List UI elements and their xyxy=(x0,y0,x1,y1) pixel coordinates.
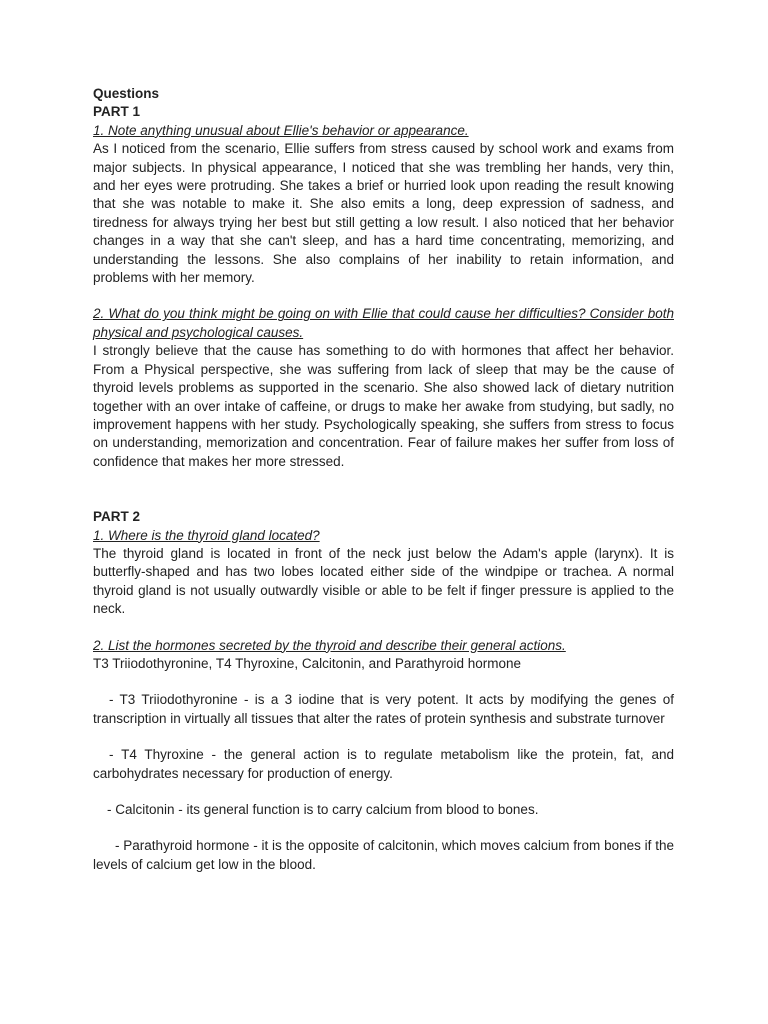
part2-heading: PART 2 xyxy=(93,509,141,525)
spacer xyxy=(93,673,674,691)
part2-question-1: 1. Where is the thyroid gland located? xyxy=(93,527,320,543)
spacer xyxy=(93,783,674,801)
document-page xyxy=(93,85,674,874)
document-title: Questions xyxy=(93,86,160,101)
part2-question-2: 2. List the hormones secreted by the thyroid and describe their general actions. xyxy=(93,637,566,653)
hormone-item-parathyroid: - Parathyroid hormone - it is the opposite of calcitonin, which moves calcium from bones if the levels of calcium get low in the blood. xyxy=(93,838,674,872)
spacer xyxy=(93,819,674,837)
part1-answer-2: I strongly believe that the cause has something to do with hormones that affect her behavior. From a Physical perspective, she was suffering from lack of sleep that may be the cause of thyroid levels problems as supported in the scenario. She also showed lack of dietary nutrition together with an over intake of caffeine, or drugs to make her awake from studying, but sadly, no improvement happens with her study. Psychologically speaking, she suffers from stress to focus on understanding, memorization and concentration. Fear of failure makes her suffer from loss of confidence that makes her more stressed. xyxy=(93,343,674,469)
part2-answer-1: The thyroid gland is located in front of the neck just below the Adam's apple (larynx). It is butterfly-shaped and has two lobes located either side of the windpipe or trachea. A normal thyroid gland is not usually outwardly visible or able to be felt if finger pressure is applied to the neck. xyxy=(93,545,674,617)
spacer xyxy=(93,471,674,508)
part1-heading: PART 1 xyxy=(93,104,141,120)
part1-question-1: 1. Note anything unusual about Ellie's behavior or appearance. xyxy=(93,122,469,138)
spacer xyxy=(93,287,674,305)
part1-answer-1: As I noticed from the scenario, Ellie suffers from stress caused by school work and exams from major subjects. In physical appearance, I noticed that she was trembling her hands, very thin, and her eyes were protruding. She takes a brief or hurried look upon reading the result knowing that she was notable to make it. She also emits a long, deep expression of sadness, and tiredness for always trying her best but still getting a low result. I also noticed that her behavior changes in a way that she can't sleep, and has a hard time concentrating, memorizing, and understanding the lessons. She also complains of her inability to retain information, and problems with her memory. xyxy=(93,141,674,286)
spacer xyxy=(93,619,674,637)
hormone-item-t4: - T4 Thyroxine - the general action is to regulate metabolism like the protein, fat, and carbohydrates necessary for production of energy. xyxy=(93,747,674,781)
hormone-item-calcitonin: - Calcitonin - its general function is to carry calcium from blood to bones. xyxy=(107,802,539,817)
part2-answer-2: T3 Triiodothyronine, T4 Thyroxine, Calcitonin, and Parathyroid hormone xyxy=(93,655,521,671)
hormone-item-t3: - T3 Triiodothyronine - is a 3 iodine that is very potent. It acts by modifying the genes of transcription in virtually all tissues that alter the rates of protein synthesis and substrate turnover xyxy=(93,692,674,726)
part1-question-2: 2. What do you think might be going on with Ellie that could cause her difficulties? Consider both physical and psychological causes. xyxy=(93,306,674,340)
spacer xyxy=(93,728,674,746)
